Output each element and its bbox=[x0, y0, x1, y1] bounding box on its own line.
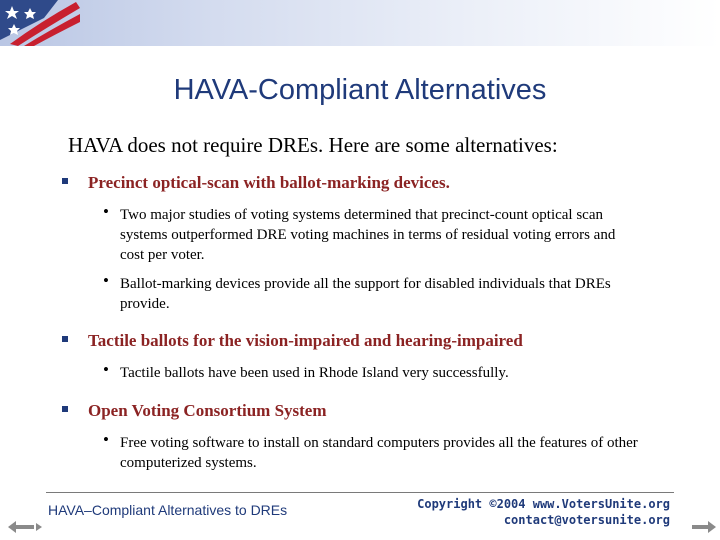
footer-divider bbox=[46, 492, 674, 493]
contact-email: contact@votersunite.org bbox=[503, 513, 670, 527]
nav-arrow-right-icon[interactable] bbox=[688, 520, 716, 534]
round-bullet: • bbox=[103, 430, 109, 449]
round-bullet: • bbox=[103, 360, 109, 379]
slide-title: HAVA-Compliant Alternatives bbox=[173, 74, 547, 106]
section-heading-tactile-ballots: Tactile ballots for the vision-impaired and hearing-impaired bbox=[88, 331, 523, 350]
square-bullet bbox=[62, 336, 68, 342]
section-heading-optical-scan: Precinct optical-scan with ballot-marking devices. bbox=[88, 173, 450, 192]
bullet-text: Ballot-marking devices provide all the support for disabled individuals that DREs provide. bbox=[120, 276, 611, 312]
section-heading-open-voting: Open Voting Consortium System bbox=[88, 401, 327, 420]
footer-copyright-block bbox=[417, 496, 670, 528]
copyright-text: Copyright ©2004 www.VotersUnite.org bbox=[417, 497, 670, 511]
footer-title: HAVA–Compliant Alternatives to DREs bbox=[48, 502, 288, 518]
nav-arrow-left-icon[interactable] bbox=[8, 520, 42, 534]
flag-stars-logo bbox=[0, 0, 80, 46]
square-bullet bbox=[62, 406, 68, 412]
header-banner bbox=[0, 0, 720, 46]
bullet-text: Free voting software to install on standard computers provides all the features of other computerized systems. bbox=[120, 435, 638, 471]
round-bullet: • bbox=[103, 271, 109, 290]
intro-text: HAVA does not require DREs. Here are some alternatives: bbox=[68, 133, 558, 157]
bullet-text: Two major studies of voting systems determined that precinct-count optical scan systems outperformed DRE voting machines in terms of residual voting errors and cost per voter. bbox=[120, 207, 616, 263]
square-bullet bbox=[62, 178, 68, 184]
round-bullet: • bbox=[103, 202, 109, 221]
bullet-text: Tactile ballots have been used in Rhode Island very successfully. bbox=[120, 365, 509, 381]
